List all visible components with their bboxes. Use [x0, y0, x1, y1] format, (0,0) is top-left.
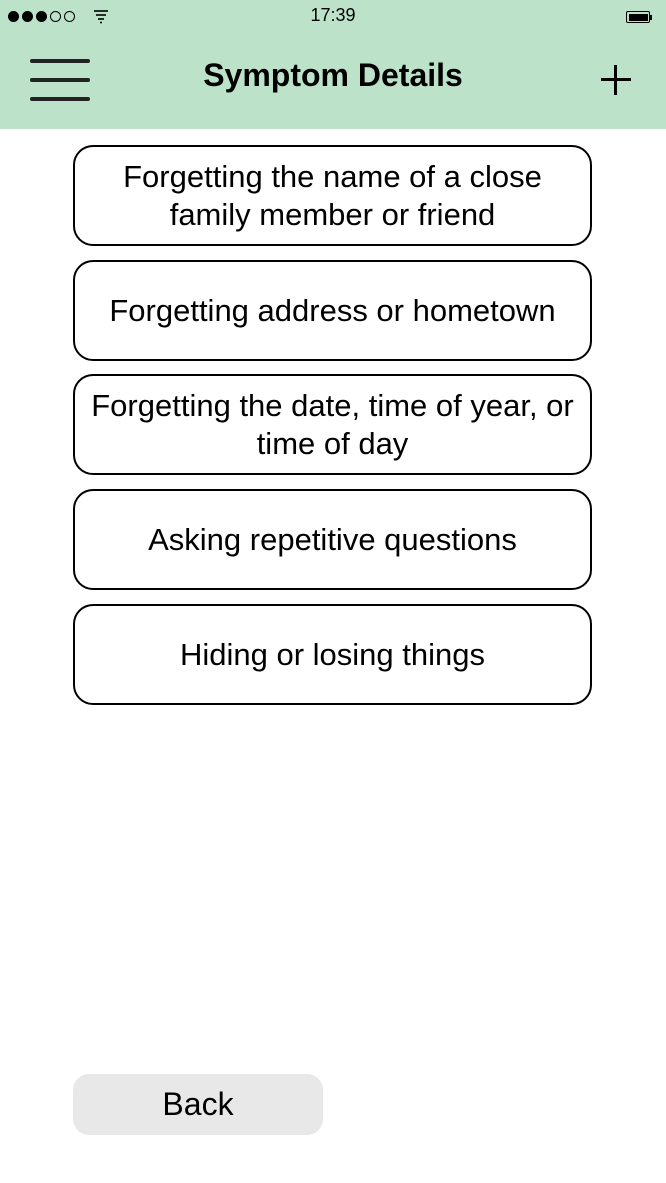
symptom-option-label: Forgetting the name of a close family member or friend [123, 158, 542, 232]
plus-vertical [614, 65, 617, 95]
signal-dot [50, 11, 61, 22]
symptom-option-address[interactable] [73, 260, 592, 361]
signal-strength-icon [8, 11, 75, 22]
menu-line [30, 59, 90, 63]
symptom-option-label: Forgetting the date, time of year, or time of day [91, 387, 574, 461]
plus-icon[interactable] [598, 62, 634, 98]
hamburger-menu-icon[interactable] [30, 56, 90, 104]
status-time: 17:39 [310, 5, 356, 25]
signal-dot [36, 11, 47, 22]
symptom-option-date-time[interactable] [73, 374, 592, 475]
symptom-option-family-name[interactable] [73, 145, 592, 246]
menu-line [30, 97, 90, 101]
signal-dot [22, 11, 33, 22]
signal-dot [64, 11, 75, 22]
back-button[interactable] [73, 1074, 323, 1135]
page-title: Symptom Details [203, 57, 463, 93]
wifi-icon [92, 8, 110, 24]
back-button-label: Back [162, 1086, 234, 1122]
symptom-option-label: Asking repetitive questions [148, 521, 517, 557]
menu-line [30, 78, 90, 82]
battery-level [629, 14, 648, 21]
symptom-option-hiding-things[interactable] [73, 604, 592, 705]
app-header [0, 0, 666, 129]
battery-icon [626, 11, 650, 23]
symptom-option-label: Hiding or losing things [179, 636, 485, 672]
signal-dot [8, 11, 19, 22]
status-bar [0, 0, 666, 34]
symptom-option-repetitive-questions[interactable] [73, 489, 592, 590]
battery-tip [650, 15, 652, 20]
symptom-option-label: Forgetting address or hometown [109, 292, 556, 328]
